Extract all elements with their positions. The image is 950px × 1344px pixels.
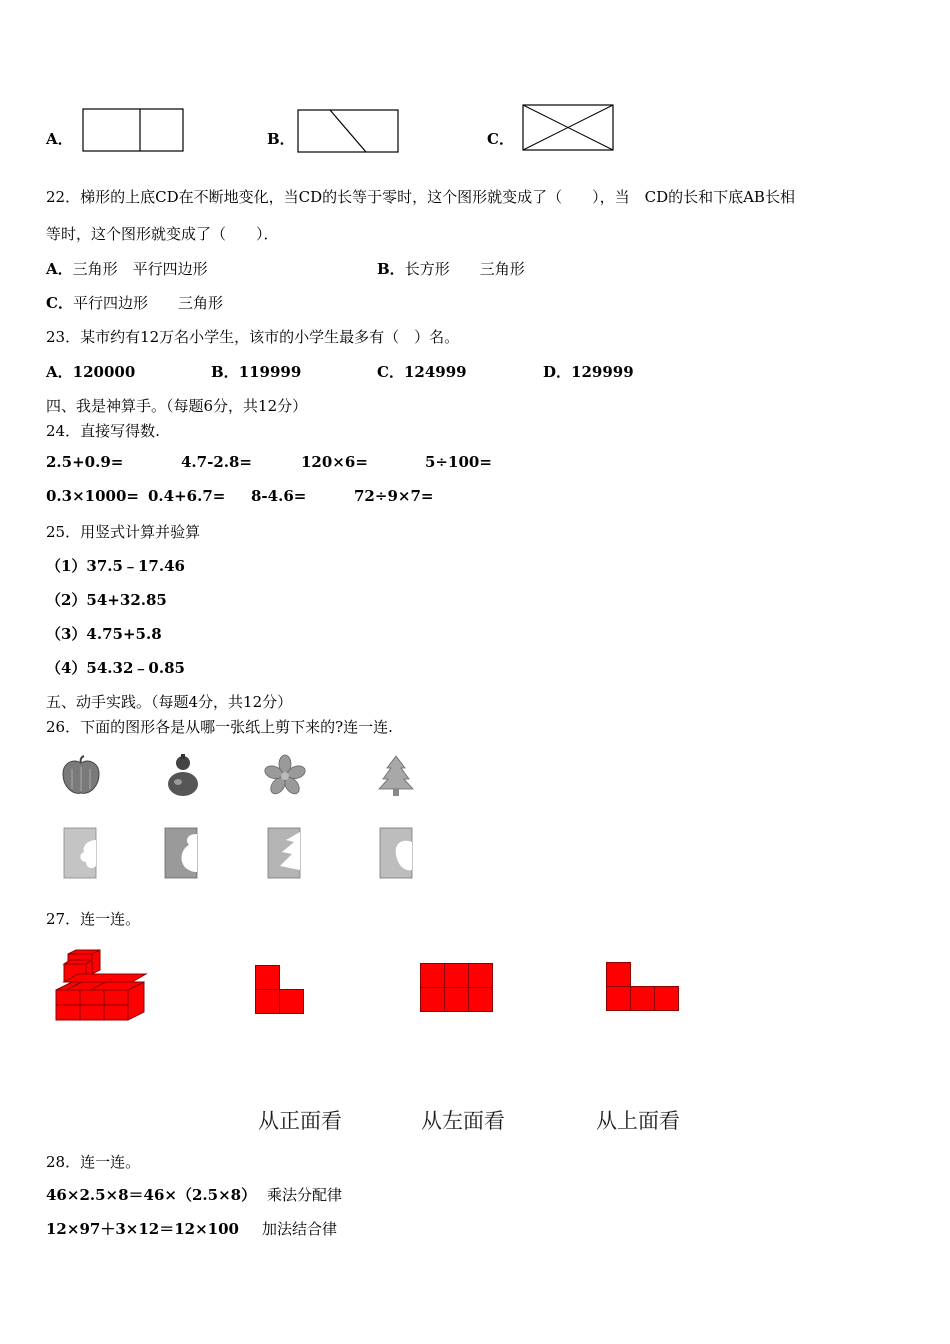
q22-option-b-text: 长方形 三角形: [404, 260, 525, 278]
view-l-shape-icon: [255, 965, 305, 1015]
paper-tree-cutout-icon: [268, 828, 300, 878]
q24-title: 24．直接写得数.: [46, 422, 160, 440]
view-grid-shape-icon: [420, 963, 494, 1013]
paper-apple-cutout-icon: [380, 828, 412, 878]
q23-question: 23．某市约有12万名小学生，该市的小学生最多有（ ）名。: [46, 328, 460, 346]
view-long-l-shape-icon: [606, 962, 680, 1012]
gourd-shape-icon: [165, 753, 201, 798]
q23-option-b: [211, 361, 301, 382]
section-4-title: 四、我是神算手。（每题6分，共12分）: [46, 397, 308, 415]
cube-model-3d-icon: [52, 950, 150, 1024]
q27-title: 27．连一连。: [46, 910, 141, 928]
rectangle-slash-icon: [297, 109, 399, 153]
paper-flower-cutout-icon: [64, 828, 96, 878]
tree-shape-icon: [377, 755, 415, 797]
q24-expr-1-3: 120×6=: [301, 453, 368, 471]
q25-item-3: （3）4.75+5.8: [46, 625, 162, 643]
q23-option-c-text: 124999: [403, 363, 467, 381]
q28-row-2-law: 加法结合律: [262, 1220, 338, 1238]
q23-option-a-label: A．: [46, 363, 73, 381]
q24-expr-1-1: 2.5+0.9=: [46, 453, 124, 471]
q24-expr-2-4: 72÷9×7=: [354, 487, 434, 505]
q23-option-a: [46, 361, 135, 382]
q22-option-a: [46, 258, 208, 279]
q24-expr-2-3: 8-4.6=: [251, 487, 307, 505]
q23-option-c: [377, 361, 467, 382]
q26-title: 26．下面的图形各是从哪一张纸上剪下来的?连一连.: [46, 718, 393, 736]
flower-shape-icon: [264, 755, 306, 795]
q24-expr-2-1: 0.3×1000=: [46, 487, 139, 505]
q22-option-b-label: B．: [377, 260, 405, 278]
q22-option-c: [46, 292, 223, 313]
q23-option-a-text: 120000: [72, 363, 136, 381]
q25-item-2: （2）54+32.85: [46, 591, 167, 609]
q28-row-1-expression: 46×2.5×8＝46×（2.5×8）: [46, 1186, 257, 1204]
view-label-front: 从正面看: [258, 1109, 342, 1133]
q22-option-a-label: A．: [46, 260, 73, 278]
q21-option-b-label: B．: [267, 130, 295, 148]
q22-option-b: [377, 258, 525, 279]
rectangle-cross-icon: [522, 104, 614, 151]
q28-row-2-expression: 12×97＋3×12＝12×100: [46, 1220, 239, 1238]
q24-expr-1-2: 4.7-2.8=: [181, 453, 252, 471]
view-label-top: 从上面看: [596, 1109, 680, 1133]
q23-option-b-label: B．: [211, 363, 239, 381]
q22-option-c-text: 平行四边形 三角形: [72, 294, 223, 312]
q28-title: 28．连一连。: [46, 1153, 141, 1171]
q21-option-c-label: C．: [487, 130, 514, 148]
q25-title: 25．用竖式计算并验算: [46, 523, 201, 541]
q22-option-c-label: C．: [46, 294, 73, 312]
q23-option-d-text: 129999: [571, 363, 634, 381]
q25-item-4: （4）54.32﹣0.85: [46, 659, 185, 677]
q23-option-c-label: C．: [377, 363, 404, 381]
q24-expr-2-2: 0.4+6.7=: [148, 487, 226, 505]
q23-option-d: [543, 361, 634, 382]
rectangle-divided-icon: [82, 108, 184, 152]
q23-option-b-text: 119999: [238, 363, 302, 381]
apple-shape-icon: [60, 755, 102, 797]
q28-row-1-law: 乘法分配律: [267, 1186, 343, 1204]
q22-question-line2: 等时，这个图形就变成了（ ）．: [46, 225, 279, 243]
q22-question-line1: 22．梯形的上底CD在不断地变化，当CD的长等于零时，这个图形就变成了（ ），当 CD的长和下底AB长相: [46, 188, 795, 206]
paper-gourd-cutout-icon: [165, 828, 197, 878]
q25-item-1: （1）37.5﹣17.46: [46, 557, 185, 575]
q22-option-a-text: 三角形 平行四边形: [72, 260, 208, 278]
q23-option-d-label: D．: [543, 363, 572, 381]
view-label-left: 从左面看: [421, 1109, 505, 1133]
q24-expr-1-4: 5÷100=: [425, 453, 492, 471]
q21-option-a-label: A．: [46, 130, 73, 148]
section-5-title: 五、动手实践。（每题4分，共12分）: [46, 693, 293, 711]
